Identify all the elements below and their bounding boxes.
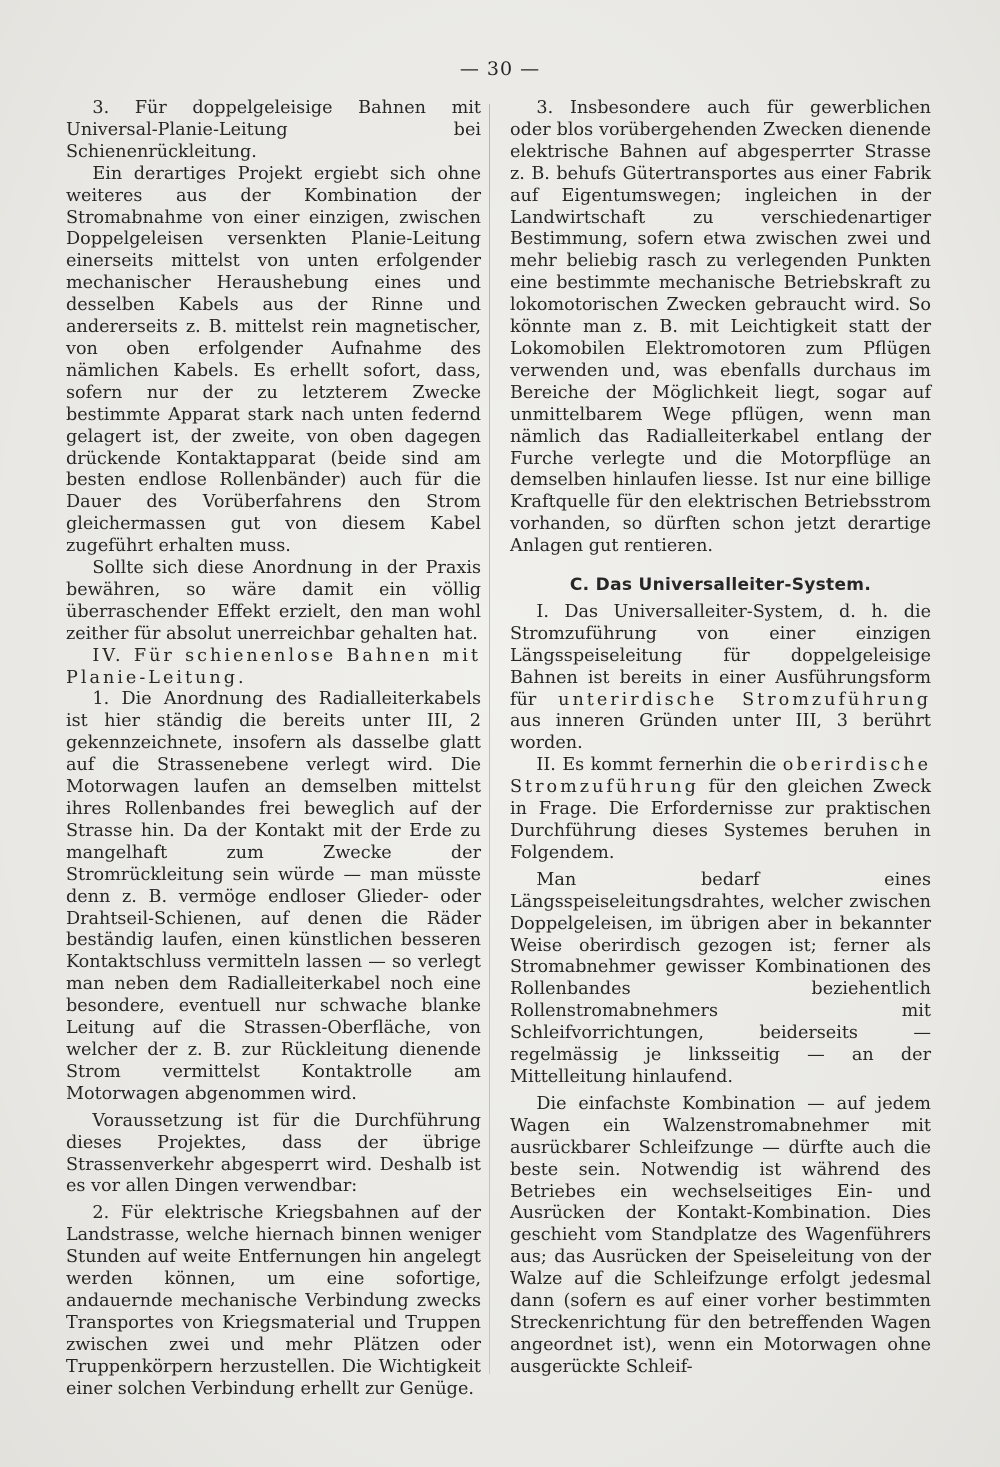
left-paragraph-6: 2. Für elektrische Kriegsbahnen auf der Landstrasse, welche hiernach binnen weniger Stunden auf weite Entfernungen hin angelegt werden können, um eine sofortige, andauernde mechanische Verbindung zwecks Transportes von Kriegsmaterial und Truppen zwischen zwei und mehr Plätzen oder Truppenkörpern herzustellen. Die Wichtigkeit einer solchen Verbindung erhellt zur Genüge. [66, 1203, 481, 1399]
right-paragraph-2-spaced: unterirdische Stromzuführung [558, 689, 932, 710]
page-number: — 30 — [459, 58, 541, 80]
right-paragraph-4: Man bedarf eines Längsspeiseleitungsdrahtes, welcher zwischen Doppelgeleisen, im übrigen aber in bekannter Weise oberirdisch gezogen ist; ferner als Stromabnehmer gewisser Kombinationen des Rollenbandes beziehentlich Rollenstromabnehmers mit Schleifvorrichtungen, beiderseits — regelmässig je linksseitig — an der Mittelleitung hinlaufend. [510, 869, 931, 1087]
left-paragraph-5: Voraussetzung ist für die Durchführung dieses Projektes, dass der übrige Strassenverkehr abgesperrt wird. Deshalb ist es vor allen Dingen verwendbar: [66, 1110, 481, 1197]
right-paragraph-3-text-c: für den gleichen Zweck in Frage. Die Erfordernisse zur praktischen Durchführung dieses Systemes beruhen in Folgendem. [510, 777, 931, 863]
left-subheading-iv: IV. Für schienenlose Bahnen mit Planie-Leitung. [66, 645, 481, 688]
left-column [66, 98, 481, 1400]
right-paragraph-2 [510, 602, 931, 755]
left-paragraph-3: Sollte sich diese Anordnung in der Praxis bewähren, so wäre damit ein völlig überraschender Effekt erzielt, den man wohl zeither für absolut unerreichbar gehalten hat. [66, 558, 481, 644]
section-heading: C. Das Universalleiter-System. [569, 575, 872, 596]
right-paragraph-2-text-c: aus inneren Gründen unter III, 3 berührt worden. [510, 711, 931, 754]
right-paragraph-1: 3. Insbesondere auch für gewerblichen oder blos vorübergehenden Zwecken dienende elektrische Bahnen auf abgesperrter Strasse z. B. behufs Gütertransportes aus einer Fabrik auf Eigentumswegen; ingleichen in der Landwirtschaft zu verschiedenartiger Bestimmung, sofern etwa zwischen zwei und mehr beliebig rasch zu verlegenden Punkten eine bestimmte mechanische Betriebskraft zu lokomotorischen Zwecken gebraucht wird. So könnte man z. B. mit Leichtigkeit statt der Lokomobilen Elektromotoren zum Pflügen verwenden und, was ebenfalls durchaus im Bereiche der Möglichkeit liegt, sogar auf unmittelbarem Wege pflügen, wenn man nämlich das Radialleiterkabel entlang der Furche verlegte und die Motorpflüge an demselben hinlaufen liesse. Ist nur eine billige Kraftquelle für den elektrischen Betriebsstrom vorhanden, so dürften schon jetzt derartige Anlagen gut rentieren. [510, 98, 931, 557]
right-paragraph-2-text-a: I. Das Universalleiter-System, d. h. die Stromzuführung von einer einzigen Längsspeiseleitung für doppelgeleisige Bahnen ist bereits in einer Ausführungsform für [510, 601, 931, 710]
right-paragraph-3 [510, 755, 931, 865]
right-column [510, 98, 931, 1379]
right-paragraph-3-spaced: oberirdische Stromzuführung [510, 755, 931, 798]
left-paragraph-4: 1. Die Anordnung des Radialleiterkabels ist hier ständig die bereits unter III, 2 gekennzeichnete, insofern als dasselbe glatt auf die Strassenebene verlegt wird. Die Motorwagen laufen an demselben mittelst ihres Rollenbandes frei beweglich auf der Strasse hin. Da der Kontakt mit der Erde zu mangelhaft zum Zwecke der Stromrückleitung sein würde — man müsste denn z. B. vermöge endloser Glieder- oder Drahtseil-Schienen, auf denen die Räder beständig laufen, einen künstlichen besseren Kontaktschluss vermitteln lassen — so verlegt man neben dem Radialleiterkabel noch eine besondere, eventuell nur schwache blanke Leitung auf die Strassen-Oberfläche, von welcher der z. B. zur Rückleitung dienende Strom vermittelst Kontaktrolle am Motorwagen abgenommen wird. [66, 689, 481, 1104]
column-divider [489, 104, 490, 1374]
left-paragraph-1: 3. Für doppelgeleisige Bahnen mit Universal-Planie-Leitung bei Schienenrückleitung. [66, 98, 481, 162]
right-paragraph-3-text-a: II. Es kommt fernerhin die [536, 755, 777, 776]
right-paragraph-5: Die einfachste Kombination — auf jedem Wagen ein Walzenstromabnehmer mit ausrückbarer Schleifzunge — dürfte auch die beste sein. Notwendig ist während des Betriebes ein wechselseitiges Ein- und Ausrücken der Kontakt-Kombination. Dies geschieht vom Standplatze des Wagenführers aus; das Ausrücken der Speiseleitung von der Walze auf die Schleifzunge erfolgt jedesmal dann (sofern es auf einer vorher bestimmten Streckenrichtung für den betreffenden Wagen angeordnet ist), wenn ein Motorwagen ohne ausgerückte Schleif- [510, 1093, 931, 1377]
left-paragraph-2: Ein derartiges Projekt ergiebt sich ohne weiteres aus der Kombination der Stromabnahme von einer einzigen, zwischen Doppelgeleisen versenkten Planie-Leitung einerseits mittelst von unten erfolgender mechanischer Heraushebung eines und desselben Kabels aus der Rinne und andererseits z. B. mittelst rein magnetischer, von oben erfolgender Aufnahme des nämlichen Kabels. Es erhellt sofort, dass, sofern nur der zu letzterem Zwecke bestimmte Apparat stark nach unten federnd gelagert ist, der zweite, von oben dagegen drückende Kontaktapparat (beide sind am besten endlose Rollenbänder) auch für die Dauer des Vorüberfahrens den Strom gleichermassen gut von diesem Kabel zugeführt erhalten muss. [66, 163, 481, 557]
